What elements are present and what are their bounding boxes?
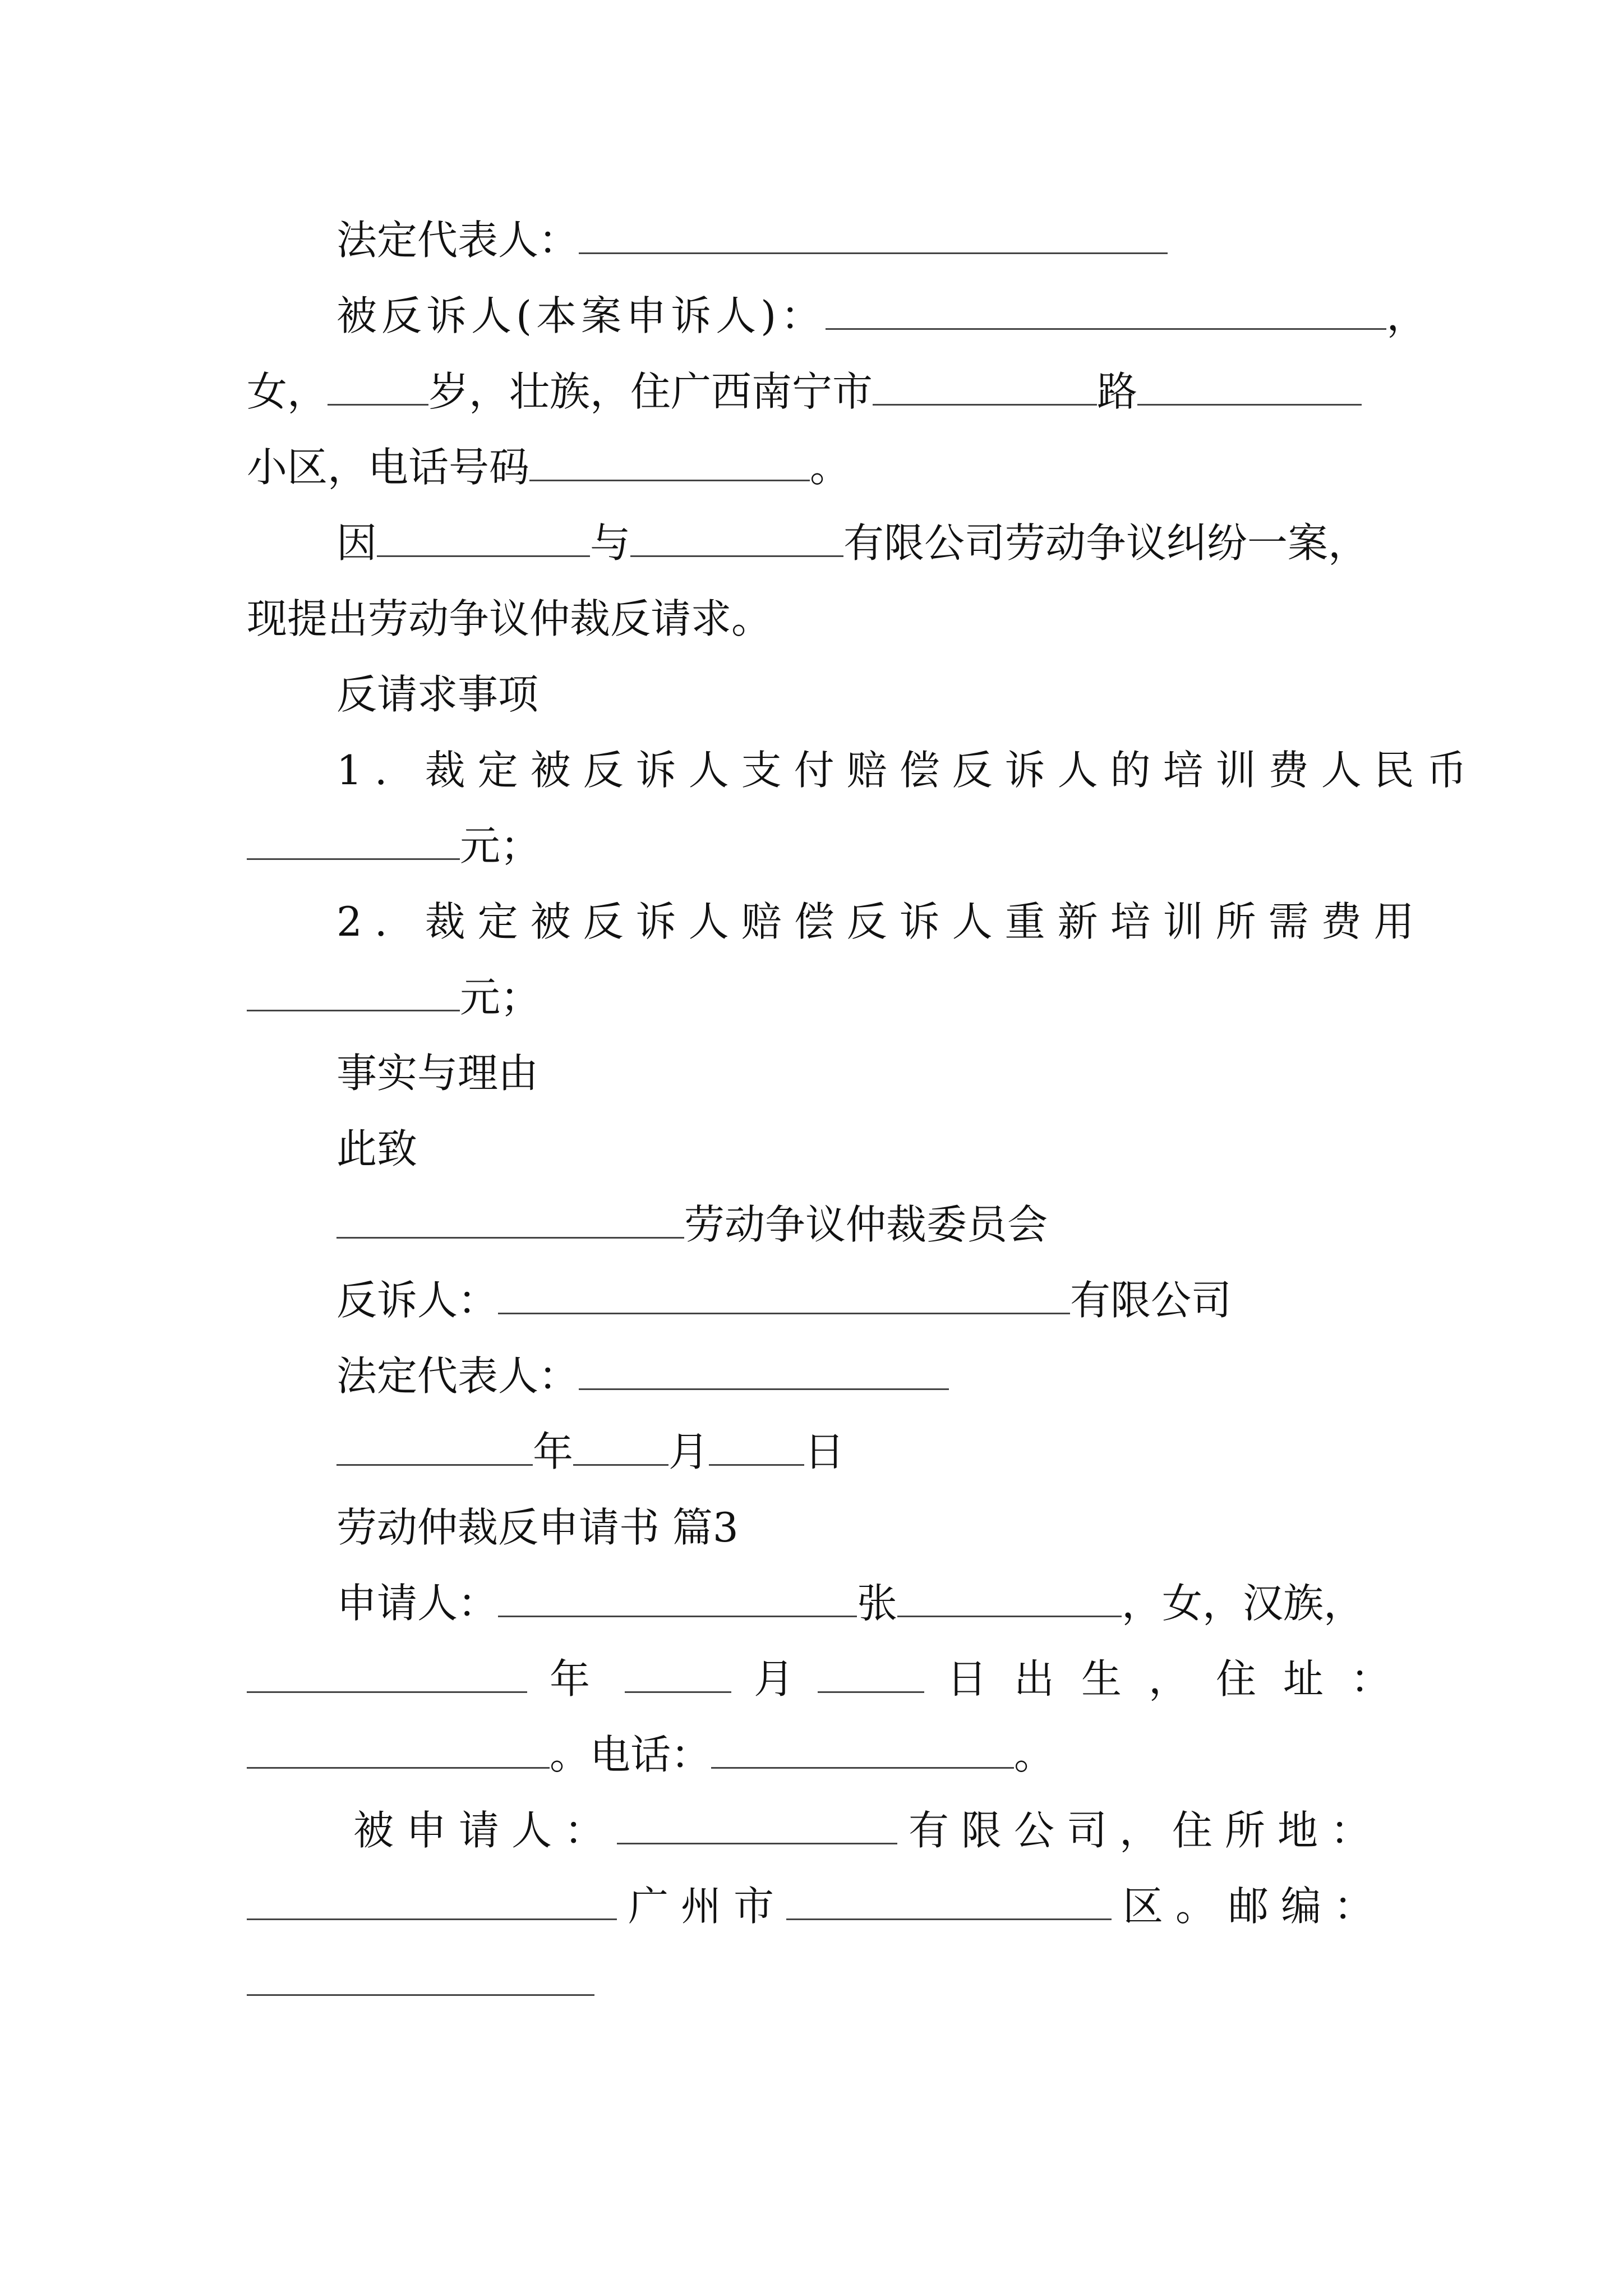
item-2-line [336, 895, 1514, 949]
period-2: 。 [1014, 1731, 1055, 1778]
city-text: 广州市 [628, 1883, 787, 1930]
legal-representative-label-2: 法定代表人： [336, 1352, 579, 1400]
respondent-location-line [247, 1879, 1424, 1933]
section-title: 劳动仲裁反申请书 篇3 [336, 1504, 739, 1551]
counter-respondent-label: 被反诉人(本案申诉人)： [336, 292, 826, 339]
counter-respondent-line [336, 289, 1514, 343]
counterclaim-heading-line [336, 668, 1514, 721]
day-text: 日 [804, 1428, 845, 1475]
phone-line [247, 440, 1424, 494]
district-postcode-text: 区。邮编： [1123, 1883, 1387, 1930]
counterclaim-intro: 现提出劳动争议仲裁反请求。 [247, 595, 772, 642]
facts-reasons-line [336, 1046, 1514, 1100]
blank-birth-month [625, 1652, 731, 1693]
respondent-label: 被申请人： [353, 1807, 617, 1854]
blank-birth-day [818, 1652, 924, 1693]
legal-representative-line-1 [336, 213, 1514, 267]
phone-label: 。电话： [550, 1731, 712, 1778]
respondent-line [353, 1803, 1531, 1857]
item-2-text: 2. 裁定被反诉人赔偿反诉人重新培训所需费用 [336, 898, 1427, 945]
birth-address-line [247, 1652, 1424, 1706]
blank-legal-representative [579, 213, 1168, 254]
year-text: 年 [533, 1428, 574, 1475]
committee-text: 劳动争议仲裁委员会 [684, 1201, 1048, 1248]
age-address-text: 岁，壮族，住广西南宁市 [428, 368, 873, 415]
blank-year [336, 1425, 533, 1466]
blank-training-fee [247, 819, 460, 860]
comma: ， [1386, 292, 1427, 339]
blank-respondent-address [247, 1879, 617, 1920]
counterclaim-heading: 反请求事项 [336, 671, 539, 718]
item-2-amount-line [247, 970, 1424, 1024]
blank-day [709, 1425, 804, 1466]
birth-year-text: 年 [550, 1655, 603, 1703]
salutation-text: 此致 [336, 1125, 418, 1172]
period: 。 [810, 444, 851, 491]
blank-applicant-1 [498, 1576, 857, 1617]
blank-address [247, 1728, 550, 1769]
and-text: 与 [590, 519, 631, 567]
road-text: 路 [1097, 368, 1138, 415]
committee-line [336, 1198, 1514, 1251]
applicant-label: 申请人： [336, 1580, 499, 1627]
blank-party-2 [630, 516, 843, 557]
blank-party-1 [377, 516, 590, 557]
blank-committee [336, 1198, 684, 1239]
blank-applicant-phone [711, 1728, 1014, 1769]
month-text: 月 [668, 1428, 709, 1475]
surname-text: 张 [857, 1580, 898, 1627]
item-1-line [336, 743, 1514, 797]
blank-retraining-fee [247, 970, 460, 1011]
blank-legal-representative-2 [579, 1349, 949, 1390]
respondent-address-text: 有限公司，住所地： [909, 1807, 1384, 1854]
counter-claimant-line [336, 1273, 1514, 1327]
blank-month [573, 1425, 668, 1466]
counter-claimant-label: 反诉人： [336, 1277, 499, 1324]
because-text: 因 [336, 519, 377, 567]
date-line [336, 1425, 1514, 1479]
counterclaim-intro-line [247, 592, 1424, 646]
blank-applicant-2 [897, 1576, 1122, 1617]
section-title-line [336, 1501, 1514, 1554]
facts-reasons-heading: 事实与理由 [336, 1050, 539, 1097]
dispute-line [336, 516, 1514, 570]
company-text: 有限公司 [1070, 1277, 1232, 1324]
gender-text: 女， [247, 368, 328, 415]
legal-representative-line-2 [336, 1349, 1514, 1403]
gender-ethnicity-text: ，女，汉族， [1122, 1580, 1364, 1627]
blank-age [328, 365, 428, 406]
blank-respondent [617, 1803, 897, 1844]
blank-road [873, 365, 1097, 406]
applicant-line [336, 1576, 1514, 1630]
personal-info-line [247, 365, 1424, 418]
blank-birth-year [247, 1652, 527, 1693]
item-1-text: 1. 裁定被反诉人支付赔偿反诉人的培训费人民币 [336, 747, 1479, 794]
yuan-text-2: 元； [460, 974, 541, 1021]
birth-address-text: 日出生，住址： [947, 1655, 1418, 1703]
salutation-line [336, 1122, 1514, 1176]
community-phone-text: 小区，电话号码 [247, 444, 530, 491]
address-phone-line [247, 1728, 1424, 1782]
blank-postcode [247, 1955, 594, 1996]
blank-phone [529, 440, 810, 481]
birth-month-text: 月 [754, 1655, 807, 1703]
item-1-amount-line [247, 819, 1424, 873]
postcode-line [247, 1955, 1424, 2009]
blank-counter-claimant [498, 1273, 1070, 1314]
dispute-text: 有限公司劳动争议纠纷一案， [843, 519, 1369, 567]
blank-counter-respondent [826, 289, 1386, 330]
legal-representative-label: 法定代表人： [336, 217, 579, 264]
blank-district [1137, 365, 1362, 406]
yuan-text-1: 元； [460, 822, 541, 869]
blank-respondent-district [786, 1879, 1112, 1920]
